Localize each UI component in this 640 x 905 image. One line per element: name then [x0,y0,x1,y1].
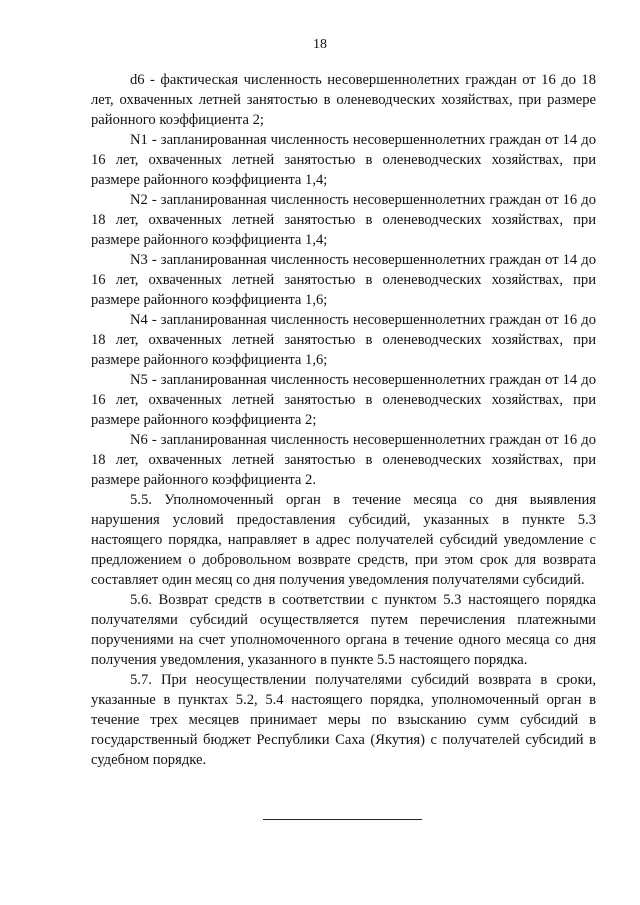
page-number: 18 [313,37,327,52]
definition-n2: N2 - запланированная численность несовершеннолетних граждан от 16 до 18 лет, охваченных летней занятостью в оленеводческих хозяйствах, при размере районного коэффициента 1,4; [91,192,596,248]
definition-n6: N6 - запланированная численность несовершеннолетних граждан от 16 до 18 лет, охваченных летней занятостью в оленеводческих хозяйствах, при размере районного коэффициента 2. [91,432,596,488]
document-body [91,70,596,770]
clause-5-5: 5.5. Уполномоченный орган в течение месяца со дня выявления нарушения условий предоставления субсидий, указанных в пункте 5.3 настоящего порядка, направляет в адрес получателей субсидий уведомление с предложением о добровольном возврате средств, при этом срок для возврата составляет один месяц со дня получения уведомления получателями субсидий. [91,492,596,588]
clause-5-7: 5.7. При неосуществлении получателями субсидий возврата в сроки, указанные в пунктах 5.2, 5.4 настоящего порядка, уполномоченный орган в течение трех месяцев принимает меры по взысканию сумм субсидий в государственный бюджет Республики Саха (Якутия) с получателей субсидий в судебном порядке. [91,672,596,768]
clause-5-6: 5.6. Возврат средств в соответствии с пунктом 5.3 настоящего порядка получателями субсидий осуществляется путем перечисления платежными поручениями на счет уполномоченного органа в течение одного месяца со дня получения уведомления, указанного в пункте 5.5 настоящего порядка. [91,592,596,668]
closing-divider-line [263,819,422,820]
definition-n5: N5 - запланированная численность несовершеннолетних граждан от 14 до 16 лет, охваченных летней занятостью в оленеводческих хозяйствах, при размере районного коэффициента 2; [91,372,596,428]
definition-n3: N3 - запланированная численность несовершеннолетних граждан от 14 до 16 лет, охваченных летней занятостью в оленеводческих хозяйствах, при размере районного коэффициента 1,6; [91,252,596,308]
definition-n4: N4 - запланированная численность несовершеннолетних граждан от 16 до 18 лет, охваченных летней занятостью в оленеводческих хозяйствах, при размере районного коэффициента 1,6; [91,312,596,368]
definition-n1: N1 - запланированная численность несовершеннолетних граждан от 14 до 16 лет, охваченных летней занятостью в оленеводческих хозяйствах, при размере районного коэффициента 1,4; [91,132,596,188]
definition-d6: d6 - фактическая численность несовершеннолетних граждан от 16 до 18 лет, охваченных летней занятостью в оленеводческих хозяйствах, при размере районного коэффициента 2; [91,72,596,128]
